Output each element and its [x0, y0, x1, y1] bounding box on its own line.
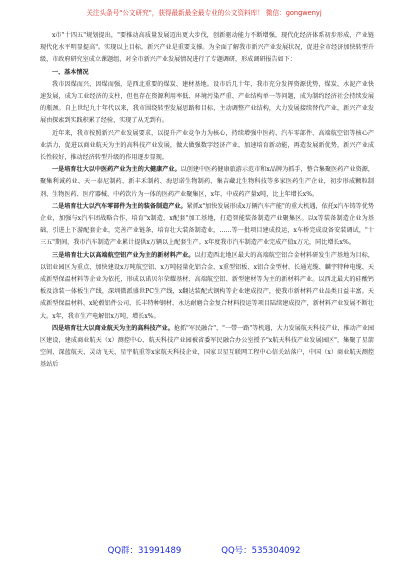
item-3-tail: x年，我市生产电解铝x万吨，增长x%。 — [52, 312, 160, 320]
item-2-paragraph — [40, 201, 374, 250]
item-2-lead: 二是培育壮大以汽车零部件为主的装备制造产业。 — [52, 202, 187, 210]
item-2-body: 紧抓x"加快发展形成x万辆汽车产能"的重大机遇，依托x汽车铸等优势企业，加强与x汽车团战略合作，培育"x制造、x配套"加工基地，打造智能装备制造产业聚集区。以x等装备制造企业为基础，引进上下游配套企业，完善产业链条，培育壮大装备制造业，……等一批项目建成投运，x车桥完成设备安装调试，"十三五"期间，我市汽车制造产业累计提供x万辆以上配套生产。x年度我市汽车制造产业完成产值x万元，同比增长x%。 — [40, 202, 374, 247]
item-1-lead: 一是培育壮大以中医药产业为主的大健康产业。 — [52, 166, 181, 174]
item-3-body: 以打造西北地区最大的高端航空铝合金材料研发生产基地为目标，以铝业园区为重点，加快建设x万吨航空铝、x万吨轻量化铝合金、x重型铝板、x铝合金型材、长通光缆、麟宇特种电缆、天成新型保温材料等企业为依托，形成以诺贝尔荣耀基材、高端航空铝、新型建材等为主的新材料产业。以西北最大的硅酸钙板及涂装一体板生产线，深圳微派盛世PC生产线，x翻达装配式钢构等企业建成投产，使我市新材料产业品类日益丰富。天成新型保温材料、x轮毂铝件公司、长丰特种钢材、永达耐磨合金复合材料投运等项目陆续建成投产，新材料产业发展不断壮大。 — [40, 251, 375, 320]
intro-paragraph: x市"十四五"规划提出，"要推动高质量发展迈出更大步伐，创新驱动能力不断增强，现代化经济体系初步形成，产业链现代化水平明显提高"。实现以上目标，新兴产业是重要支撑。为全面了解我市新兴产业发展状况，促进全市经济加快转型升级，市政府研究室成立课题组，对全市新兴产业发展情况进行了专题调研，形成调研报告如下： — [40, 32, 374, 64]
item-3-paragraph — [40, 250, 374, 323]
overview-paragraph: 近年来，我市按照新兴产业发展要求，以提升产业竞争力为核心，持续增强中医药、汽车零部件、高端航空铝等核心产业活力，促进以商业航天为主的高科技产业发展，做大做强数字经济产业，加速培育新动能，再造发展新优势，新兴产业成长性较好，推动经济转型升级的作用逐步显现。 — [40, 129, 374, 162]
item-4-lead: 四是培育壮大以商业航天为主的高科技产业。 — [52, 324, 174, 332]
document-body — [40, 30, 374, 372]
item-1-body: 以创建中医药健康旅游示范市和x品牌为抓手，整合集聚医药产业资源，聚集利诚药业、天一泰尼制药、新丰禾制药、海思诺生物制药、集吉藏北生物科技等多家医药生产企业，初步形成颗粒制剂、生物医药、医疗器械、中药饮片为一体的医药产业聚集区，x年，中成药产量x吨，比上年增长x%。 — [40, 166, 375, 198]
promo-banner — [0, 0, 408, 26]
qq-group-number: QQ群：31991489 — [107, 546, 182, 556]
item-4-body: 抢抓"军民融合"、"一带一路"等机遇，大力发展航天科技产业，推动产业园区建设，建成商业航天（x）测控中心、航天科技产业园被省委军民融合办公室授予"x航天科技产业发展园区"，集聚了星箭空间、深蓝航天、灵动飞天、星宇航重等x家航天科技企业，国家卫星互联网工程中心信关站落户，中国（x）商业航天测控基站后 — [40, 324, 374, 369]
item-1-paragraph — [40, 164, 374, 201]
item-4-paragraph — [40, 323, 374, 372]
background-paragraph: 我市因煤而兴、因煤而强，是西北重要的煤炭、建材基地。设市后几十年，我市充分发挥资源优势，煤炭、水泥产业快速发展，成为工业经济的支柱，但也存在资源利用率低、环境污染严重、产业结构单一等问题，成为制约经济社会持续发展的瓶颈。自上世纪九十年代以来，我市围绕转型发展思路和目标，主动调整产业结构，大力发展接续替代产业，新兴产业发展由探索到实践积累了经验，实现了从无到有。 — [40, 80, 374, 125]
contact-footer — [0, 544, 408, 560]
qq-account-number: QQ号：535304092 — [221, 546, 301, 556]
promo-banner-text: 关注头条号"公文研究"，获得最新最全最专业的公文资料库！ 微信：gongwenyj — [86, 9, 322, 17]
section-heading-basic-situation: 一、基本情况 — [52, 68, 89, 76]
item-3-lead: 三是培育壮大以高端航空铝产业为主的新材料产业。 — [52, 251, 195, 259]
